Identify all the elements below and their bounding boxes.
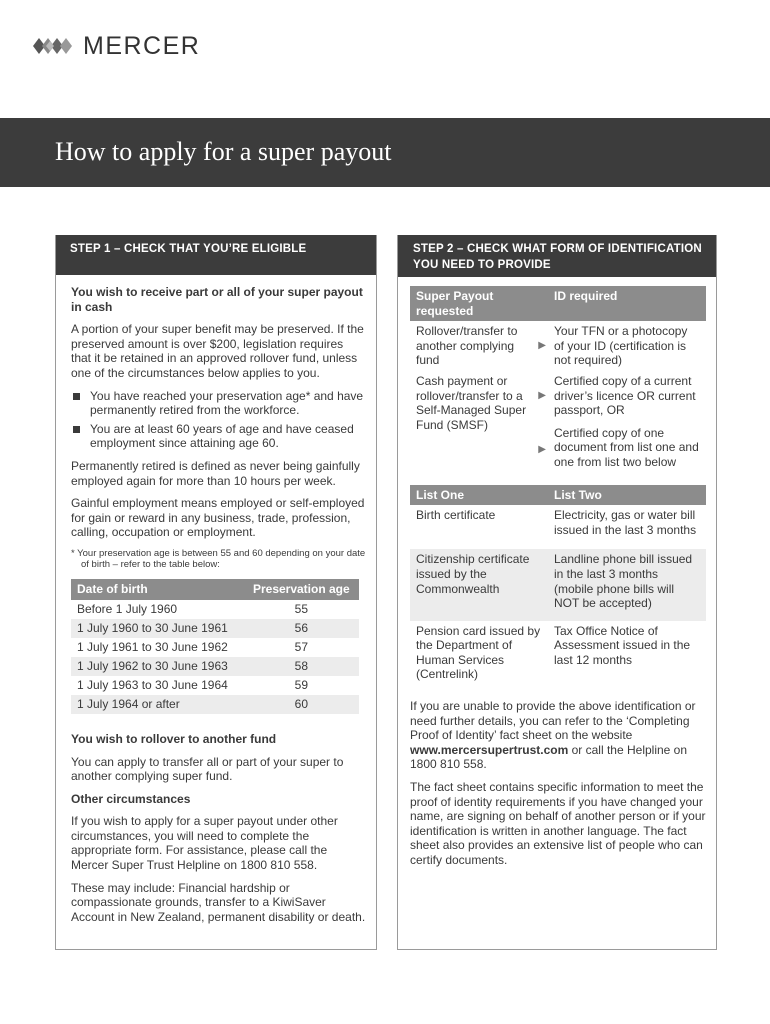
table-row: 1 July 1960 to 30 June 1961 56 xyxy=(71,619,359,638)
square-bullet-icon xyxy=(73,426,80,433)
document-lists-table xyxy=(410,485,706,686)
cash-text: A portion of your super benefit may be preserved. If the preserved amount is over $200, legislation requires that it be retained in an approved rollover fund, unless one of the circumstances below applies to you. xyxy=(71,322,364,380)
other-text-2: These may include: Financial hardship or compassionate grounds, transfer to a KiwiSaver Account in New Zealand, permanent disability or death. xyxy=(71,880,366,924)
mercer-logo xyxy=(33,31,200,61)
table-row: 1 July 1962 to 30 June 1963 58 xyxy=(71,657,359,676)
title-banner xyxy=(0,118,770,187)
table-header-row xyxy=(410,286,706,321)
id-required-table xyxy=(410,286,706,473)
step2-heading: STEP 2 – CHECK WHAT FORM OF IDENTIFICATION YOU NEED TO PROVIDE xyxy=(398,235,716,277)
column-header-payout: Super Payout requested xyxy=(410,286,548,321)
table-row: 1 July 1964 or after 60 xyxy=(71,695,359,714)
list-item: You have reached your preservation age* and have permanently retired from the workforce. xyxy=(71,389,366,418)
cash-heading: You wish to receive part or all of your super payout in cash xyxy=(71,285,363,314)
rollover-text: You can apply to transfer all or part of your super to another complying super fund. xyxy=(71,754,344,784)
id-option-a: Certified copy of a current driver’s licence OR current passport, OR xyxy=(554,373,696,418)
step2-body xyxy=(410,286,706,868)
table-row: Pension card issued by the Department of Human Services (Centrelink) Tax Office Notice of Assessment issued in the last 12 months xyxy=(416,623,691,682)
column-header-list-two: List Two xyxy=(548,485,706,506)
page-title: How to apply for a super payout xyxy=(55,137,392,166)
website-link[interactable]: www.mercersupertrust.com xyxy=(410,742,569,757)
arrow-right-icon: ▶ xyxy=(538,443,546,455)
further-details-text: If you are unable to provide the above identification or need further details, you can refer to the ‘Completing Proof of Identity’ fact sheet on the website www.mercersupertrust.com or call the Helpline on 1800 810 558. xyxy=(410,699,696,772)
table-header-row xyxy=(71,579,359,600)
table-row: Before 1 July 1960 55 xyxy=(77,602,309,617)
gainful-definition: Gainful employment means employed or self-employed for gain or reward in any business, trade, profession, calling, occupation or employment. xyxy=(71,496,365,540)
column-header-age: Preservation age xyxy=(244,579,359,600)
brand-name: MERCER xyxy=(83,32,201,60)
column-header-dob: Date of birth xyxy=(71,579,244,600)
column-header-id: ID required xyxy=(548,286,706,321)
arrow-right-icon: ▶ xyxy=(538,340,546,352)
mercer-logo-icon xyxy=(33,35,75,57)
table-row: Cash payment or rollover/transfer to a Self-Managed Super Fund (SMSF) ▶ ▶ Certified copy of a current driver’s licence OR current passport, OR Certified copy of one document from list one and one from list two below xyxy=(416,373,699,469)
eligibility-list xyxy=(71,389,366,451)
table-row: Rollover/transfer to another complying fund ▶ Your TFN or a photocopy of your ID (certification is not required) xyxy=(416,324,688,368)
table-row: 1 July 1961 to 30 June 1962 57 xyxy=(77,640,309,655)
step1-heading: STEP 1 – CHECK THAT YOU’RE ELIGIBLE xyxy=(56,235,376,275)
table-header-row xyxy=(410,485,706,506)
other-heading: Other circumstances xyxy=(71,791,191,806)
other-text: If you wish to apply for a super payout under other circumstances, you will need to complete the appropriate form. For assistance, please call the Mercer Super Trust Helpline on 1800 810 558. xyxy=(71,814,338,873)
arrow-right-icon: ▶ xyxy=(538,389,546,401)
table-row: 1 July 1963 to 30 June 1964 59 xyxy=(77,678,309,693)
fact-sheet-text: The fact sheet contains specific information to meet the proof of identity requirements if you have changed your name, are signing on behalf of another person or if your identification is written in another language. The fact sheet also provides an extensive list of people who can certify documents. xyxy=(410,780,706,867)
step1-body xyxy=(71,285,366,932)
list-item: You are at least 60 years of age and have ceased employment since attaining age 60. xyxy=(71,422,366,451)
column-header-list-one: List One xyxy=(410,485,548,506)
rollover-heading: You wish to rollover to another fund xyxy=(71,731,277,746)
step2-panel xyxy=(397,235,717,950)
retired-definition: Permanently retired is defined as never being gainfully employed again for more than 10 hours per week. xyxy=(71,458,360,488)
preservation-footnote: * Your preservation age is between 55 and 60 depending on your date of birth – refer to the table below: xyxy=(71,547,366,571)
square-bullet-icon xyxy=(73,393,80,400)
preservation-age-table xyxy=(71,579,359,714)
table-row: Birth certificate Electricity, gas or water bill issued in the last 3 months xyxy=(416,508,697,537)
step1-panel xyxy=(55,235,377,950)
table-row: Citizenship certificate issued by the Commonwealth Landline phone bill issued in the last 3 months (mobile phone bills will NOT be accepted) xyxy=(410,549,706,620)
id-option-b: Certified copy of one document from list one and one from list two below xyxy=(554,425,699,469)
